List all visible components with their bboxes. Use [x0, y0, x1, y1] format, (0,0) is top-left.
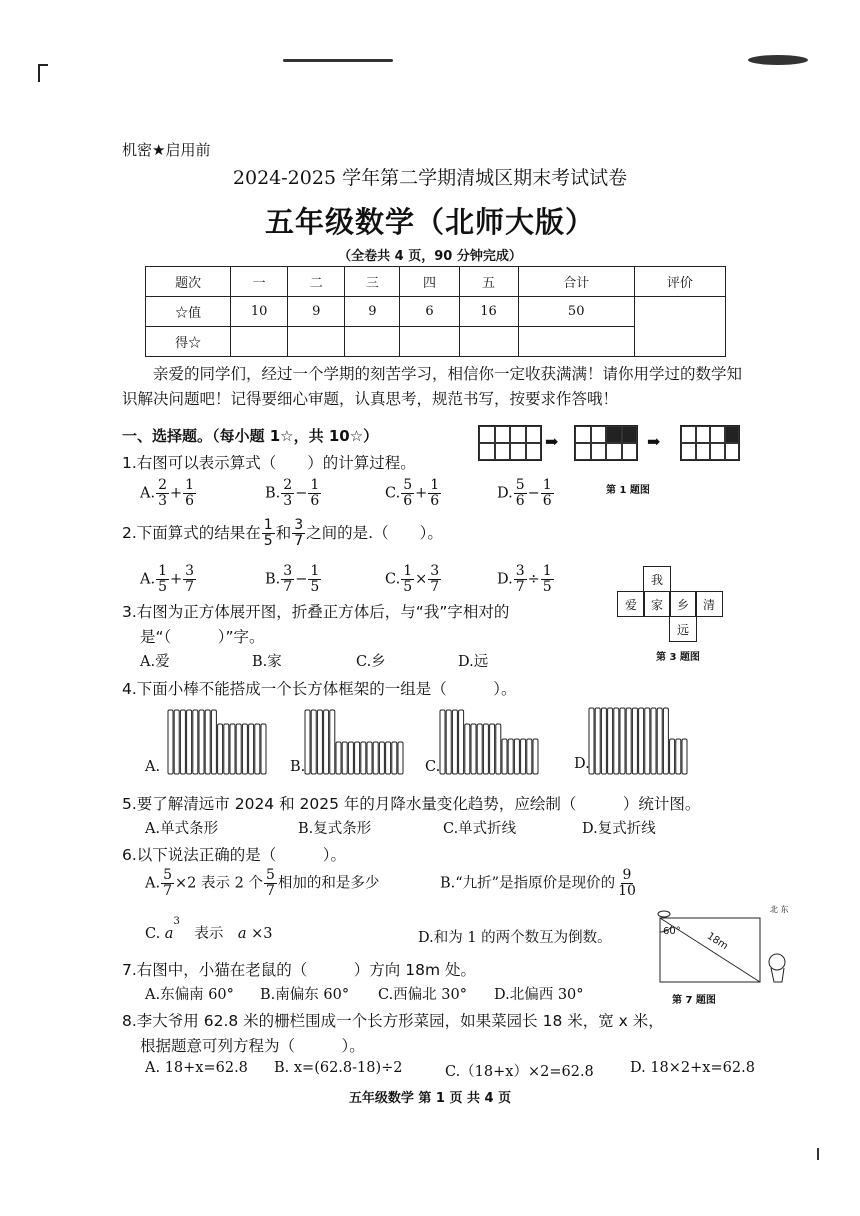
scan-mark [283, 59, 393, 62]
net-cell: 乡 [669, 591, 697, 617]
fraction: $\frac{2}{3}$ [283, 477, 293, 509]
header-cell: 评价 [634, 267, 725, 297]
stick [601, 708, 606, 774]
score-cell[interactable] [345, 327, 400, 357]
q4-option-c[interactable]: C. [425, 759, 441, 775]
stick [230, 724, 235, 774]
stick [440, 710, 445, 774]
option-label: A. [140, 485, 156, 502]
stick [651, 708, 656, 774]
stick [608, 708, 613, 774]
q1-caption: 第 1 题图 [606, 485, 650, 496]
exam-title: 五年级数学（北师大版） [264, 205, 595, 239]
stick [242, 724, 247, 774]
header-cell: 合计 [518, 267, 634, 297]
score-table [145, 266, 726, 357]
exam-subtitle: 2024-2025 学年第二学期清城区期末考试试卷 [232, 167, 628, 189]
stick [632, 708, 637, 774]
fraction: $\frac{1}{6}$ [185, 477, 195, 509]
fraction: $\frac{1}{6}$ [430, 477, 440, 509]
arrow-icon: ➡ [647, 432, 661, 451]
page-footer: 五年级数学 第 1 页 共 4 页 [348, 1091, 512, 1106]
stick [514, 739, 519, 774]
q2-option-c[interactable]: C. $\frac{1}{5}$ × $\frac{3}{7}$ [385, 563, 440, 595]
row-label: 得☆ [146, 327, 231, 357]
q6-option-c[interactable]: C. $a^3$ 表示 a ×3 [145, 916, 273, 942]
q5-text: 5.要了解清远市 2024 和 2025 年的月降水量变化趋势，应绘制（ ）统计图。 [122, 795, 701, 813]
stick [324, 710, 329, 774]
q6-option-a[interactable]: A. $\frac{5}{7}$ ×2 表示 2 个 $\frac{5}{7}$ 相加的和是多少 [145, 867, 380, 899]
q7-option-d[interactable]: D.北偏西 30° [494, 987, 584, 1003]
q1-text: 1.右图可以表示算式（ ）的计算过程。 [122, 454, 416, 472]
arrow-icon: ➡ [545, 432, 559, 451]
stick [533, 739, 538, 774]
value-cell: 50 [518, 297, 634, 327]
q3-option-c[interactable]: C.乡 [356, 654, 386, 670]
stick [595, 708, 600, 774]
stick [355, 742, 360, 774]
q3-caption: 第 3 题图 [656, 652, 700, 663]
net-cell: 远 [669, 616, 697, 642]
confidential-label: 机密★启用前 [122, 141, 211, 159]
stick [236, 724, 241, 774]
net-cell: 家 [643, 591, 671, 617]
scan-mark [748, 55, 808, 65]
value-cell: 10 [231, 297, 288, 327]
q7-distance-label: 18m [704, 930, 730, 953]
score-cell[interactable] [400, 327, 459, 357]
stick [361, 742, 366, 774]
q4-option-b[interactable]: B. [290, 759, 306, 775]
stick [614, 708, 619, 774]
q2-option-b[interactable]: B. $\frac{3}{7}$ − $\frac{1}{5}$ [265, 563, 320, 595]
stick [211, 710, 216, 774]
stick [508, 739, 513, 774]
header-cell: 五 [459, 267, 518, 297]
stick [465, 724, 470, 774]
stick [645, 708, 650, 774]
q1-grid-2 [574, 425, 638, 461]
stick [187, 710, 192, 774]
stick [496, 724, 501, 774]
stick [670, 739, 675, 774]
fraction: $\frac{1}{6}$ [310, 477, 320, 509]
compass-icon: 北 东 [770, 905, 789, 914]
stick [398, 742, 403, 774]
stick [459, 710, 464, 774]
stick [199, 710, 204, 774]
q7-option-c[interactable]: C.西偏北 30° [378, 987, 467, 1003]
q1-option-c[interactable]: C. $\frac{5}{6}$ + $\frac{1}{6}$ [385, 477, 440, 509]
stick [639, 708, 644, 774]
stick [620, 708, 625, 774]
q4-sticks-figure [0, 702, 860, 792]
q8-option-b[interactable]: B. x=(62.8-18)÷2 [274, 1060, 403, 1076]
score-cell[interactable] [231, 327, 288, 357]
stick [657, 708, 662, 774]
fraction: $\frac{1}{6}$ [542, 477, 552, 509]
q1-option-a[interactable]: A. $\frac{2}{3}$ + $\frac{1}{6}$ [140, 477, 195, 509]
q4-option-a[interactable]: A. [145, 759, 161, 775]
q3-text-1: 3.右图为正方体展开图，折叠正方体后，与“我”字相对的 [122, 603, 510, 621]
value-cell: 16 [459, 297, 518, 327]
q8-text-1: 8.李大爷用 62.8 米的栅栏围成一个长方形菜园，如果菜园长 18 米，宽 x 米， [122, 1012, 664, 1030]
q3-option-a[interactable]: A.爱 [140, 654, 170, 670]
section-heading: 一、选择题。（每小题 1☆，共 10☆） [122, 427, 379, 445]
q7-caption: 第 7 题图 [672, 995, 716, 1006]
fraction: $\frac{2}{3}$ [158, 477, 168, 509]
q6-option-b[interactable]: B.“九折”是指原价是现价的 $\frac{9}{10}$ [440, 867, 636, 899]
stick [311, 710, 316, 774]
stick [626, 708, 631, 774]
score-cell[interactable] [288, 327, 345, 357]
q1-option-d[interactable]: D. $\frac{5}{6}$ − $\frac{1}{6}$ [497, 477, 552, 509]
stick [502, 739, 507, 774]
header-cell: 四 [400, 267, 459, 297]
q7-text: 7.右图中，小猫在老鼠的（ ）方向 18m 处。 [122, 961, 476, 979]
stick [452, 710, 457, 774]
stick [589, 708, 594, 774]
intro-text: 亲爱的同学们，经过一个学期的刻苦学习，相信你一定收获满满！请你用学过的数学知识解决问题吧！记得要细心审题，认真思考，规范书写，按要求作答哦！ [122, 365, 743, 408]
option-label: C. [385, 485, 401, 502]
fraction: $\frac{5}{6}$ [515, 477, 525, 509]
value-cell: 9 [345, 297, 400, 327]
header-cell: 三 [345, 267, 400, 297]
stick [477, 724, 482, 774]
header-cell: 二 [288, 267, 345, 297]
stick [367, 742, 372, 774]
stick [682, 739, 687, 774]
q7-option-b[interactable]: B.南偏东 60° [260, 987, 350, 1003]
header-cell: 题次 [146, 267, 231, 297]
stick [261, 724, 266, 774]
stick [174, 710, 179, 774]
fraction: $\frac{5}{6}$ [403, 477, 413, 509]
stick [330, 710, 335, 774]
stick [471, 724, 476, 774]
stick [392, 742, 397, 774]
q5-option-b[interactable]: B.复式条形 [298, 821, 372, 837]
net-cell: 我 [643, 566, 671, 592]
stick [218, 724, 223, 774]
stick [249, 724, 254, 774]
q1-grid-3 [680, 425, 740, 461]
stick [446, 710, 451, 774]
stick [663, 708, 668, 774]
q3-option-b[interactable]: B.家 [252, 654, 282, 670]
scan-mark [817, 1148, 819, 1160]
stick [168, 710, 173, 774]
row-label: ☆值 [146, 297, 231, 327]
stick [379, 742, 384, 774]
q2-option-a[interactable]: A. $\frac{1}{5}$ + $\frac{3}{7}$ [140, 563, 195, 595]
evaluation-cell[interactable] [634, 297, 725, 357]
stick [205, 710, 210, 774]
q5-option-d[interactable]: D.复式折线 [582, 821, 656, 837]
option-label: D. [497, 485, 513, 502]
value-cell: 6 [400, 297, 459, 327]
stick [527, 739, 532, 774]
stick [386, 742, 391, 774]
q8-option-d[interactable]: D. 18×2+x=62.8 [630, 1060, 755, 1076]
q2-option-d[interactable]: D. $\frac{3}{7}$ ÷ $\frac{1}{5}$ [497, 563, 552, 595]
stick [336, 742, 341, 774]
stick [490, 724, 495, 774]
q3-text-2: 是“（ ）”字。 [140, 628, 265, 646]
stick [193, 710, 198, 774]
q6-option-d[interactable]: D.和为 1 的两个数互为倒数。 [418, 930, 612, 946]
q8-option-a[interactable]: A. 18+x=62.8 [145, 1060, 248, 1076]
stick [521, 739, 526, 774]
q7-angle-label: 60° [663, 926, 681, 937]
net-cell: 爱 [617, 591, 645, 617]
q8-text-2: 根据题意可列方程为（ ）。 [140, 1037, 365, 1055]
header-cell: 一 [231, 267, 288, 297]
q6-text: 6.以下说法正确的是（ ）。 [122, 846, 347, 864]
stick [180, 710, 185, 774]
q5-option-a[interactable]: A.单式条形 [145, 821, 219, 837]
scan-mark [38, 64, 40, 82]
q8-option-c[interactable]: C.（18+x）×2=62.8 [445, 1064, 594, 1080]
stick [305, 710, 310, 774]
q5-option-c[interactable]: C.单式折线 [443, 821, 517, 837]
score-cell[interactable] [518, 327, 634, 357]
stick [255, 724, 260, 774]
q1-option-b[interactable]: B. $\frac{2}{3}$ − $\frac{1}{6}$ [265, 477, 320, 509]
exam-note: （全卷共 4 页，90 分钟完成） [338, 249, 522, 264]
option-label: B. [265, 485, 281, 502]
scan-mark [38, 64, 48, 66]
stick [224, 724, 229, 774]
stick [348, 742, 353, 774]
stick [342, 742, 347, 774]
stick [373, 742, 378, 774]
value-cell: 9 [288, 297, 345, 327]
q4-text: 4.下面小棒不能搭成一个长方体框架的一组是（ ）。 [122, 680, 517, 698]
q7-option-a[interactable]: A.东偏南 60° [145, 987, 234, 1003]
stick [317, 710, 322, 774]
score-cell[interactable] [459, 327, 518, 357]
stick [483, 724, 488, 774]
q4-option-d[interactable]: D. [574, 756, 590, 772]
net-cell: 清 [695, 591, 723, 617]
stick [676, 739, 681, 774]
q3-option-d[interactable]: D.远 [458, 654, 489, 670]
q1-grid-1 [478, 425, 542, 461]
q2-text: 2.下面算式的结果在 $\frac{1}{5}$ 和 $\frac{3}{7}$ 之间的是.（ ）。 [122, 517, 443, 549]
